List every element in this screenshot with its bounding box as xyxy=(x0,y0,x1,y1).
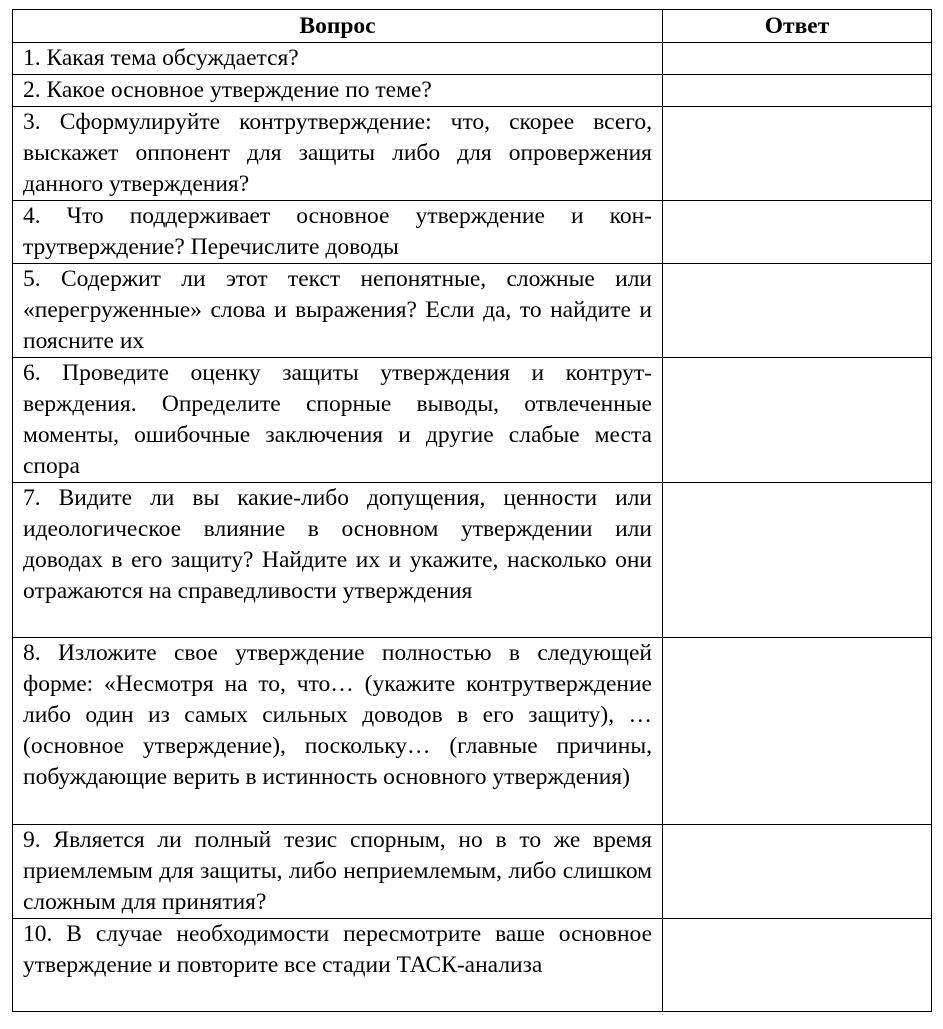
table-row xyxy=(13,43,932,75)
answer-cell[interactable] xyxy=(663,264,932,358)
question-answer-table xyxy=(12,9,932,1012)
question-cell: 1. Какая тема обсуждается? xyxy=(13,43,663,75)
question-cell: 8. Изложите свое утверждение полностью в следующей форме: «Несмотря на то, что… (укажите контрутверждение либо один из самых сильных доводов в его защиту), … (основное утверждение), поскольку… (главные причины, побуждающие верить в истинность основного утверждения) xyxy=(13,638,663,825)
question-cell: 3. Сформулируйте контрутверждение: что, скорее всего, выскажет оппонент для защиты либо для опровержения данного утверждения? xyxy=(13,107,663,201)
table-header-row xyxy=(13,10,932,43)
question-cell: 2. Какое основное утверждение по теме? xyxy=(13,75,663,107)
answer-cell[interactable] xyxy=(663,201,932,264)
header-answer: Ответ xyxy=(663,10,932,43)
answer-cell[interactable] xyxy=(663,919,932,1012)
answer-cell[interactable] xyxy=(663,43,932,75)
table-row xyxy=(13,107,932,201)
table-row xyxy=(13,201,932,264)
table-row xyxy=(13,358,932,483)
table-row xyxy=(13,75,932,107)
answer-cell[interactable] xyxy=(663,825,932,919)
answer-cell[interactable] xyxy=(663,638,932,825)
table-row xyxy=(13,825,932,919)
question-cell: 5. Содержит ли этот текст непонятные, сложные или «перегруженные» слова и выражения? Если да, то найдите и поясните их xyxy=(13,264,663,358)
question-cell: 4. Что поддерживает основное утверждение и контрутверждение? Перечислите доводы xyxy=(13,201,663,264)
answer-cell[interactable] xyxy=(663,75,932,107)
header-question: Вопрос xyxy=(13,10,663,43)
table-row xyxy=(13,483,932,638)
answer-cell[interactable] xyxy=(663,358,932,483)
question-cell: 9. Является ли полный тезис спорным, но в то же время приемлемым для защиты, либо неприемлемым, либо слишком сложным для принятия? xyxy=(13,825,663,919)
question-cell: 7. Видите ли вы какие-либо допущения, ценности или идеологическое влияние в основном утверждении или доводах в его защиту? Найдите их и укажите, насколько они отражаются на справедливости утверждения xyxy=(13,483,663,638)
table-row xyxy=(13,638,932,825)
answer-cell[interactable] xyxy=(663,483,932,638)
question-cell: 6. Проведите оценку защиты утверждения и контрутверждения. Определите спорные выводы, отвлеченные моменты, ошибочные заключения и другие слабые места спора xyxy=(13,358,663,483)
table-row xyxy=(13,919,932,1012)
table-row xyxy=(13,264,932,358)
answer-cell[interactable] xyxy=(663,107,932,201)
question-cell: 10. В случае необходимости пересмотрите ваше основное утверждение и повторите все стадии ТАСК-анализа xyxy=(13,919,663,1012)
